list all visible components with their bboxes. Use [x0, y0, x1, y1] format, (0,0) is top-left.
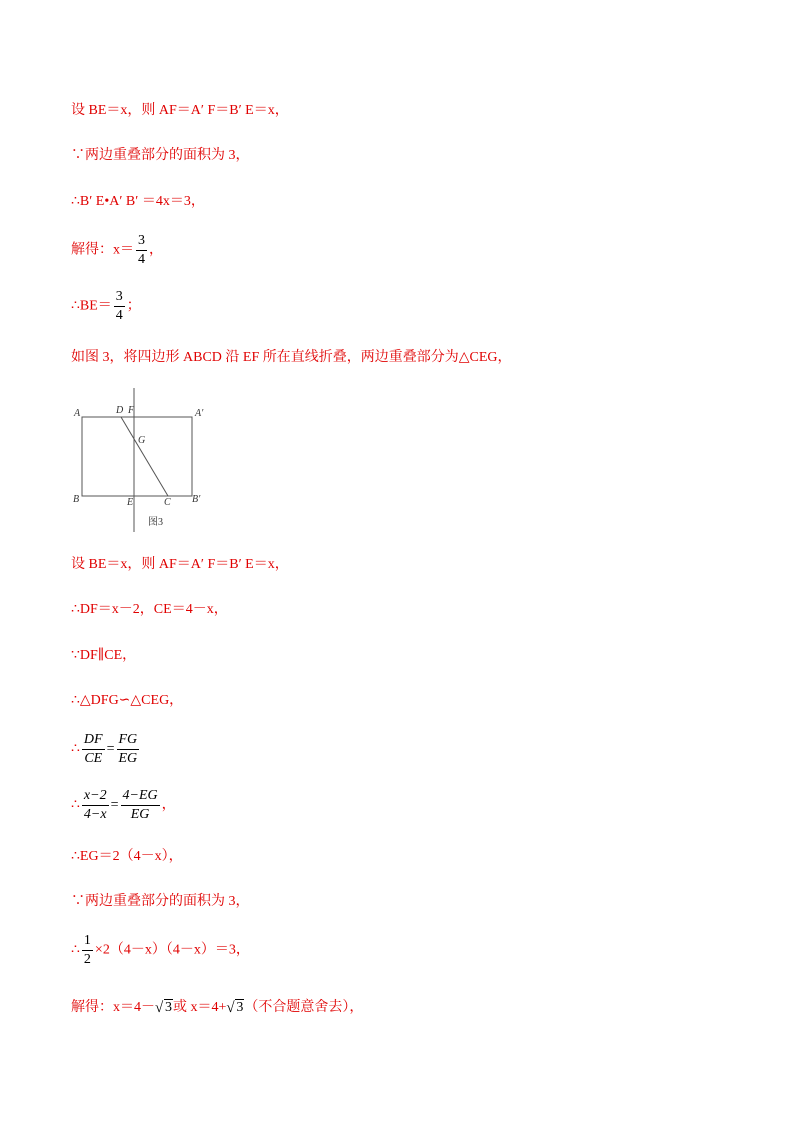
figure-caption: 图3 — [148, 517, 163, 528]
text-line-5 — [71, 289, 141, 324]
segment-dc — [121, 417, 168, 496]
line-16-part-a: 解得：x＝4－ — [71, 1000, 155, 1015]
fraction-denominator: 2 — [83, 952, 91, 967]
text-line-8: ∴DF＝x－2，CE＝4－x， — [71, 602, 228, 617]
radical-sign: √ — [226, 1000, 235, 1016]
text-line-2: ∵两边重叠部分的面积为 3， — [71, 148, 250, 163]
fraction-4-minus-eg — [121, 788, 160, 823]
line-15-rest: ×2（4－x）（4－x）＝3， — [94, 942, 250, 958]
fraction-denominator: 4 — [138, 252, 145, 267]
text-line-4 — [71, 233, 163, 268]
equals-sign: = — [106, 741, 115, 757]
text-line-15 — [71, 933, 250, 968]
radicand: 3 — [236, 1000, 244, 1015]
label-e: E — [127, 497, 134, 508]
label-d: D — [116, 405, 124, 416]
fraction-denominator: CE — [84, 751, 103, 766]
label-c: C — [164, 497, 171, 508]
line-5-suffix: ； — [126, 298, 141, 314]
line-5-prefix: ∴BE＝ — [71, 298, 112, 314]
sqrt-3-second — [226, 999, 244, 1017]
text-line-7: 设 BE＝x，则 AF＝A′ F＝B′ E＝x， — [71, 557, 289, 572]
fraction-numerator: 4−EG — [121, 788, 160, 806]
text-line-1: 设 BE＝x，则 AF＝A′ F＝B′ E＝x， — [71, 103, 289, 118]
figure-3-diagram — [68, 388, 218, 534]
sqrt-3-first — [155, 999, 173, 1017]
text-line-3: ∴B′ E•A′ B′ ＝4x＝3， — [71, 194, 205, 209]
radical-sign: √ — [155, 1000, 164, 1016]
fraction-numerator: 1 — [82, 933, 93, 951]
line-12-prefix: ∴ — [71, 797, 80, 813]
fraction-denominator: EG — [118, 751, 138, 766]
figure-3 — [68, 388, 218, 539]
fraction-numerator: 3 — [136, 233, 147, 251]
fraction-3-4-b — [114, 289, 125, 324]
fraction-numerator: 3 — [114, 289, 125, 307]
line-4-suffix: ， — [149, 242, 163, 258]
text-line-9: ∵DF∥CE， — [71, 648, 137, 663]
text-line-10: ∴△DFG∽△CEG， — [71, 693, 184, 708]
label-b-prime: B′ — [192, 494, 201, 505]
text-line-12 — [71, 788, 176, 823]
fraction-fg-eg — [117, 732, 140, 767]
line-11-prefix: ∴ — [71, 741, 80, 757]
line-16-part-c: （不合题意舍去）， — [244, 1000, 364, 1015]
line-4-prefix: 解得：x＝ — [71, 242, 134, 258]
text-line-11 — [71, 732, 141, 767]
fraction-denominator: 4 — [115, 308, 123, 323]
radicand: 3 — [165, 1000, 172, 1015]
equals-sign: = — [110, 797, 119, 813]
fraction-denominator: EG — [130, 807, 150, 822]
fraction-numerator: FG — [117, 732, 140, 750]
fraction-x-minus-2 — [82, 788, 109, 823]
line-16-part-b: 或 x＝4+ — [173, 1000, 227, 1015]
line-15-prefix: ∴ — [71, 942, 80, 958]
text-line-13: ∴EG＝2（4－x）， — [71, 849, 183, 864]
fraction-numerator: x−2 — [82, 788, 109, 806]
fraction-numerator: DF — [82, 732, 105, 750]
label-f: F — [128, 405, 135, 416]
fraction-3-4 — [136, 233, 147, 268]
rectangle-abb2a2 — [82, 417, 192, 496]
fraction-df-ce — [82, 732, 105, 767]
text-line-14: ∵两边重叠部分的面积为 3， — [71, 894, 250, 909]
label-g: G — [138, 435, 146, 446]
label-b: B — [73, 494, 80, 505]
label-a-prime: A′ — [195, 408, 204, 419]
fraction-1-2 — [82, 933, 93, 968]
fraction-denominator: 4−x — [83, 807, 107, 822]
text-line-6: 如图 3，将四边形 ABCD 沿 EF 所在直线折叠，两边重叠部分为△CEG， — [71, 350, 512, 365]
label-a: A — [74, 408, 81, 419]
text-line-16 — [71, 999, 363, 1017]
line-12-suffix: ， — [161, 797, 176, 813]
